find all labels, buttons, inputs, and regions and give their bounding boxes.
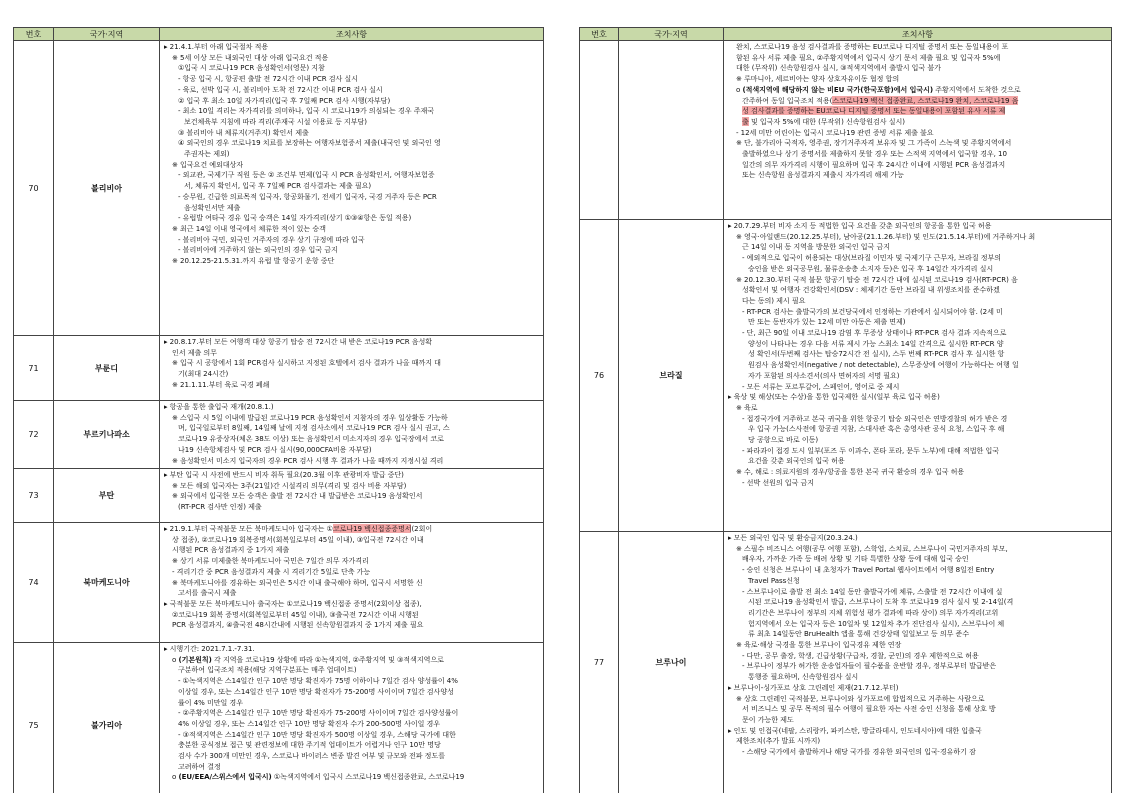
table-header-row [580, 28, 1112, 41]
measure-line: - 12세 미만 어린이는 입국시 코로나19 관련 증빙 서류 제출 불요 [736, 127, 934, 137]
measure-line: 시행된 PCR 음성결과지 중 1가지 제출 [172, 545, 290, 555]
measure-line: - 격리기간 중 PCR 음성결과지 제출 시 격리기간 5일로 단축 가능 [172, 566, 371, 576]
row-number: 70 [14, 41, 54, 336]
measure-line: - ①녹색지역은 스14일간 인구 10만 명당 확진자가 75명 이하이나 7일간 검사 양성률이 4% [178, 676, 458, 686]
measure-line: 또는 신속항원 음성결과지 제출시 자가격리 해제 가능 [742, 170, 904, 180]
entry-measures-table-right [579, 27, 1112, 793]
table-row [14, 41, 544, 336]
measure-line: - 예외적으로 입국이 허용되는 대상(브라질 이민자 및 국제기구 근무자, 브라질 정부의 [742, 253, 1002, 263]
measure-line: - 승인 신청은 브루나이 내 초청자가 Travel Portal 웹사이트에서 여행 8일전 Entry [742, 565, 995, 575]
measure-line: ※ 상기 서류 미제출한 북마케도니아 국민은 7일간 의무 자가격리 [172, 556, 369, 566]
measure-line: ※ 20.12.30.부터 국적 불문 항공기 탑승 전 72시간 내에 실시된 코로나19 검사(RT-PCR) 음 [736, 274, 1018, 284]
measure-text [160, 336, 544, 401]
measure-text [160, 41, 544, 336]
measure-line: 검사 수가 300개 미만인 경우, 스코로나 바이러스 변종 발견 여부 및 규모와 전파 정도를 [178, 751, 445, 761]
measure-line: - 육로, 선박 입국 시, 볼리비아 도착 전 72시간 이내 PCR 검사 실시 [178, 84, 383, 94]
measure-text [160, 523, 544, 643]
measure-line: 음성확인서만 제출 [184, 202, 241, 212]
measure-line: 률이 4% 미만일 경우 [178, 697, 243, 707]
measure-line: 이상일 경우, 또는 스14일간 인구 10만 명당 확진자가 75-200명 사이이며 7일간 검사양성 [178, 686, 454, 696]
measure-line: o (EU/EEA/스위스에서 입국시) ①녹색지역에서 입국시 스코로나19 백신접종완료, 스코로나19 [172, 772, 465, 782]
measure-line: 만 또는 동반자가 있는 12세 미만 아동은 제출 면제) [748, 317, 906, 327]
measure-line: - 브루나이 정부가 허가한 운송업자들이 필수품을 운반할 경우, 정부로부터 발급받은 [742, 661, 997, 671]
header-country: 국가·지역 [619, 28, 724, 41]
table-row [580, 220, 1112, 532]
measure-line: 자가 포함된 의사소견서(의사 면허자의 서명 필요) [748, 370, 900, 380]
measure-line: - 최소 10일 격리는 자가격리를 의미하나, 입국 시 코로나19가 의심되는 경우 주재국 [178, 106, 434, 116]
measure-line [728, 117, 1108, 128]
country-name: 부룬디 [54, 336, 160, 401]
table-row [14, 469, 544, 523]
measure-line: 제한조치(추가 발표 시까지) [736, 736, 821, 746]
measure-line: - ③적색지역은 스14일간 인구 10만 명당 확진자가 500명 이상일 경우, 스해당 국가에 대한 [178, 729, 456, 739]
bold-heading: (EU/EEA/스위스에서 입국시) [178, 772, 272, 782]
measure-line: ※ 단, 불가리아 국적자, 영주권, 장기거주자격 보유자 및 그 가족이 스녹색 및 주황지역에서 [736, 138, 1012, 148]
measure-line: o (적색지역에 해당하지 않는 비EU 국가(한국포함)에서 입국시) 주황지역에서 도착한 것으로 [736, 84, 1021, 94]
line-text: 간주하여 동일 입국조치 적용( [742, 95, 833, 105]
measure-line [728, 106, 1108, 117]
measure-line: 승인을 받은 외국공무원, 물류운송층 소지자 등)은 입국 후 14일간 자가격리 실시 [748, 263, 994, 273]
table-row [14, 643, 544, 793]
measure-line: ▸ 부탄 입국 시 사전에 반드시 비자 취득 필요(20.3월 이후 관광비자 발급 중단) [164, 470, 404, 479]
measure-line: ※ 스필수 비즈니스 여행(공무 여행 포함), 스학업, 스치료, 스브루나이 국민거주자의 부모, [736, 543, 1008, 553]
measure-line: 성확인서 및 여행자 건강확인서(DSV : 체제기간 동안 브라질 내 위생조치를 준수하겠 [742, 285, 1000, 295]
table-header-row [14, 28, 544, 41]
measure-text [724, 220, 1112, 532]
measure-line: ▸ 시행기간: 2021.7.1.-7.31. [164, 644, 255, 653]
measure-line: 대한 (무작위) 신속항원검사 실시, ③적색지역에서 출발시 입국 불가 [736, 63, 941, 73]
measure-line: ※ 21.1.11.부터 육로 국경 폐쇄 [172, 379, 270, 389]
row-number: 74 [14, 523, 54, 643]
measure-line: 함된 유사 서류 제출 필요, ②주황지역에서 입국시 상기 문서 제출 필요 및 입국자 5%에 [736, 52, 1001, 62]
measure-line: 류 최초 14일동안 BruHealth 앱을 통해 건강상태 일일보고 등 의무 준수 [748, 629, 970, 639]
measure-line: 리기간은 브루나이 정부의 지체 위험성 평가 결과에 따라 상이) 의무 자가격리(고위 [748, 607, 999, 617]
measure-line: 4% 이상일 경우, 또는 스14일간 인구 10만 명당 확진자 수가 200-500명 사이일 경우 [178, 718, 441, 728]
measure-line: ▸ 21.4.1.부터 아래 입국절차 적용 [164, 42, 269, 51]
measure-line: 성 확인서(두번째 검사는 탑승72시간 전 실시), 스두 번째 RT-PCR 검사 후 실시한 항 [748, 349, 1005, 359]
measure-text [160, 401, 544, 469]
measure-line: 당 공항으로 바로 이동) [748, 435, 819, 445]
measure-line: - 볼리비아 국민, 외국인 거주자의 경우 상기 규정에 따라 입국 [178, 234, 365, 244]
measure-line [164, 524, 540, 535]
measure-line: 고서를 출국시 제출 [178, 588, 237, 598]
measure-line: ※ 영국·아일랜드(20.12.25.부터), 남아공(21.1.26.부터) 및 인도(21.5.14.부터)에 거주하거나 최 [736, 231, 1036, 241]
measure-line: ▸ 인도 및 인접국(네팔, 스리랑카, 파키스탄, 방글라데시, 인도네시아)에 대한 입출국 [728, 725, 982, 735]
measure-line: - 항공 입국 시, 항공편 출발 전 72시간 이내 PCR 검사 실시 [178, 74, 358, 84]
measure-line: ※ 상호 그린레인 국적불문, 브루나이와 싱가포르에 합법적으로 거주하는 사람으로 [736, 693, 985, 703]
measure-line: 충분한 공식정보 접근 및 관련정보에 대한 주기적 업데이트가 어렵거나 인구 10만 명당 [178, 740, 441, 750]
highlighted-text: 출 [742, 116, 749, 126]
measure-line: ▸ 20.8.17.부터 모든 여행객 대상 항공기 탑승 전 72시간 내 받은 코로나19 PCR 음성확 [164, 337, 433, 346]
measure-line: ※ 20.12.25-21.5.31.까지 유럽 발 항공기 운항 중단 [172, 256, 335, 266]
measure-line: ▸ 육상 및 해상(또는 수상)을 통한 입국제한 실시(일부 육로 입국 허용) [728, 392, 940, 402]
highlighted-text: 코로나19 백신접종증명서 [332, 524, 412, 533]
measure-line: - 승무원, 긴급한 의료목적 입국자, 항공화물기, 전세기 입국자, 국경 거주자 등은 PCR [178, 191, 437, 201]
measure-line: ※ 수, 해로 : 의료지원의 경우/항공을 통한 본국 귀국 환승의 경우 입국 허용 [736, 467, 965, 477]
table-row [14, 401, 544, 469]
country-name [619, 41, 724, 220]
table-row [580, 532, 1112, 793]
measure-line: ③ 볼리비아 내 체류지(거주지) 확인서 제출 [178, 127, 309, 137]
measure-line: - RT-PCR 검사는 출발국가의 보건당국에서 인정하는 기관에서 실시되어야 함. (2세 미 [742, 306, 1003, 316]
left-table-column [13, 27, 544, 793]
measure-line: PCR 음성결과지, ④출국전 48시간내에 시행된 신속항원결과지 중 1가지 제출 필요 [172, 620, 424, 630]
measure-line: - 볼리비아에 거주하지 않는 외국인의 경우 입국 금지 [178, 245, 338, 255]
measure-line: 코로나19 유증상자(체온 38도 이상) 또는 음성확인서 미소지자의 경우 입국장에서 코로 [178, 434, 444, 444]
measure-line: 인서 제출 의무 [172, 347, 217, 357]
measure-text [724, 41, 1112, 220]
right-table-column [579, 27, 1112, 793]
measure-line: ①입국 시 코로나19 PCR 음성확인서(영문) 지참 [178, 63, 325, 73]
measure-line: 완치, 스코로나19 음성 검사결과를 증명하는 EU코로나 디지털 증명서 또는 동일내용이 포 [736, 42, 1009, 51]
measure-line: 며, 입국일로부터 8일째, 14일째 날에 지정 검사소에서 코로나19 PCR 검사 실시 권고, 스 [178, 423, 450, 433]
measure-line: ▸ 모든 외국인 입국 및 환승금지(20.3.24.) [728, 533, 858, 542]
table-row [14, 523, 544, 643]
measure-line: ▸ 국적불문 모든 북마케도니아 출국자는 ①코로나19 백신접종 증명서(2회이상 접종), [164, 598, 422, 608]
country-name: 브라질 [619, 220, 724, 532]
country-name: 북마케도니아 [54, 523, 160, 643]
country-name: 불가리아 [54, 643, 160, 793]
measure-line: ※ 육로 [736, 402, 758, 412]
measure-line: ※ 외국에서 입국한 모든 승객은 출발 전 72시간 내 발급받은 코로나19 음성확인서 [172, 491, 423, 501]
measure-line: 원검사 음성확인서(negative / not detectable), 스무증상에 여행이 가능하다는 여행 일 [748, 360, 1019, 370]
measure-line: ※ 5세 이상 모든 내외국인 대상 아래 입국요건 적용 [172, 52, 329, 62]
measure-line: 배우자, 가까운 가족 등 배려 상황 및 기타 특별한 상황 등에 대해 입국 승인 [742, 554, 969, 564]
header-measure: 조치사항 [160, 28, 544, 41]
measure-line: Travel Pass신청 [748, 575, 800, 585]
measure-line: - 다만, 공무 출장, 학생, 긴급상황(구급차, 경찰, 군인)의 경우 제한적으로 허용 [742, 650, 979, 660]
measure-line: - 스해당 국가에서 출발하거나 해당 국가를 경유한 외국인의 입국·경유하기 잠 [742, 747, 976, 757]
measure-line: 다는 동의) 제시 필요 [742, 295, 806, 305]
measure-line: - 접경국가에 거주하고 본국 귀국을 위한 항공기 탑승 외국인은 연방경찰의 허가 받은 경 [742, 413, 1008, 423]
country-name: 부탄 [54, 469, 160, 523]
measure-line: ② 입국 후 최소 10일 자가격리(입국 후 7일째 PCR 검사 시행(자부담) [178, 95, 391, 105]
measure-line: 문이 가능한 제도 [742, 714, 794, 724]
measure-text [724, 532, 1112, 793]
measure-line: 요건을 갖춘 외국인의 입국 허용 [748, 456, 845, 466]
country-name: 볼리비아 [54, 41, 160, 336]
measure-line: (RT-PCR 검사만 인정) 제출 [178, 502, 262, 512]
measure-line: - 모든 서류는 포르투갈어, 스페인어, 영어로 중 제시 [742, 381, 900, 391]
table-row [580, 41, 1112, 220]
measure-line: ④ 외국인의 경우 코로나19 치료를 보장하는 여행자보험증서 제출(내국인 및 외국인 영 [178, 138, 441, 148]
header-country: 국가·지역 [54, 28, 160, 41]
measure-line: ▸ 항공을 통한 출입국 재개(20.8.1.) [164, 402, 274, 411]
measure-line: - ②주황지역은 스14일간 인구 10만 명당 확진자가 75-200명 사이이며 7일간 검사양성률이 [178, 708, 459, 718]
measure-line: 보건체육부 지침에 따라 격리(주재국 시설 이용료 등 지부담) [184, 116, 367, 126]
line-text: 및 입국자 5%에 대한 (무작위) 신속항원검사 실시) [748, 116, 905, 126]
measure-line: ▸ 20.7.29.부터 비자 소지 등 적법한 입국 요건을 갖춘 외국인의 항공을 통한 입국 허용 [728, 221, 992, 230]
measure-line: ※ 최근 14일 이내 영국에서 체류한 적이 있는 승객 [172, 223, 326, 233]
country-name: 부르키나파소 [54, 401, 160, 469]
measure-line: 나19 신속항체검사 및 PCR 검사 실시(90,000CFA비용 자부담) [178, 444, 372, 454]
measure-line: - 외교관, 국제기구 직원 등은 ② 조건부 면제(입국 시 PCR 음성확인서, 여행자보험증 [178, 170, 435, 180]
measure-line: 출발하였으나 상기 증명서를 제출하지 못할 경우 또는 스적색 지역에서 입국할 경우, 10 [742, 149, 1007, 159]
entry-measures-table-left [13, 27, 544, 793]
measure-line: 통행증 필요하며, 신속항원검사 실시 [748, 672, 859, 682]
measure-line: - 유럽발 여타국 경유 입국 승객은 14일 자가격리(상기 ①③④항은 동일 적용) [178, 213, 412, 223]
measure-line: 구분하여 입국조치 적용(해당 지역구분표는 매주 업데이트) [178, 665, 357, 675]
row-number: 71 [14, 336, 54, 401]
measure-line: 서 비즈니스 및 공무 목적의 필수 여행이 필요한 자는 사전 승인 신청을 통해 상호 방 [742, 704, 996, 714]
row-number [580, 41, 619, 220]
measure-line: - 파라과이 접경 도시 일부(포즈 두 이과수, 폰타 포라, 문두 노부)에 대해 적법한 입국 [742, 445, 999, 455]
measure-text [160, 643, 544, 793]
measure-line: 양성이 나타나는 경우 다음 서류 제시 가능 스최소 14일 간격으로 실시한 RT-PCR 양 [748, 338, 1004, 348]
measure-line: 주권자는 제외) [184, 149, 230, 159]
bold-heading: (기본원칙) [178, 654, 212, 664]
measure-line: 일간의 의무 자가격리 시행이 필요하며 입국 후 24시간 이내에 시행된 PCR 음성결과지 [742, 159, 1006, 169]
row-number: 76 [580, 220, 619, 532]
measure-line [728, 96, 1108, 107]
measure-line: ※ 음성확인서 미소지 입국자의 경우 PCR 검사 시행 후 결과가 나올 때까지 지정시설 격리 [172, 455, 444, 465]
measure-line: ※ 스입국 시 5일 이내에 발급된 코로나19 PCR 음성확인서 지참자의 경우 일상활동 가능하 [172, 412, 448, 422]
measure-line: ※ 입국 시 공항에서 1회 PCR검사 실시하고 지정된 호텔에서 검사 결과가 나올 때까지 대 [172, 358, 441, 368]
row-number: 77 [580, 532, 619, 793]
measure-line: o (기본원칙) 각 지역을 코로나19 상황에 따라 ①녹색지역, ②주황지역 및 ③적색지역으로 [172, 654, 444, 664]
header-measure: 조치사항 [724, 28, 1112, 41]
table-row [14, 336, 544, 401]
country-name: 브루나이 [619, 532, 724, 793]
row-number: 72 [14, 401, 54, 469]
measure-line: 시된 코로나19 음성확인서 발급, 스브루나이 도착 후 코로나19 검사 실시 및 2-14일(격 [748, 597, 1014, 607]
measure-line: 험지역에서 오는 입국자 등은 10일차 및 12일차 추가 진단검사 실시), 스브루나이 체 [748, 618, 1005, 628]
measure-line: ※ 육로·해상 국경을 통한 브루나이 입국경유 제한 연장 [736, 640, 902, 650]
bold-heading: (적색지역에 해당하지 않는 비EU 국가(한국포함)에서 입국시) [742, 84, 934, 94]
measure-line: ※ 북마케도니아를 경유하는 외국인은 5시간 이내 출국해야 하며, 입국시 서명한 신 [172, 577, 423, 587]
measure-line: ※ 루마니아, 세르비아는 양자 상호자유이동 협정 합의 [736, 74, 900, 84]
line-text: (2회이 [411, 524, 433, 533]
measure-line: 기(최대 24시간) [178, 369, 229, 379]
measure-line: ▸ 브루나이-싱가포르 상호 그린레인 제재(21.7.12.부터) [728, 682, 899, 692]
header-number: 번호 [14, 28, 54, 41]
row-number: 75 [14, 643, 54, 793]
measure-text [160, 469, 544, 523]
highlighted-text: 성 검사결과를 증명하는 EU코로나 디지털 증명서 또는 동일내용이 포함된 유사 서류 제 [742, 106, 1006, 116]
highlighted-text: 스코로나19 백신 접종완료, 스코로나19 완치, 스코로나19 음 [832, 95, 1019, 105]
measure-line: 상 접종), ②코로나19 회복증명서(회복일로부터 45일 이내), ③입국전 72시간 이내 [172, 534, 424, 544]
measure-line: ②코로나19 회복 증명서(회복일로부터 45일 이내), ③출국전 72시간 이내 시행된 [172, 609, 419, 619]
measure-line: 우 입국 가능(스사전에 항공권 지참, 스대사관 혹은 총영사관 공식 요청, 스입국 후 해 [748, 424, 1005, 434]
measure-line: ※ 입국요건 예외대상자 [172, 159, 244, 169]
measure-line: - 스브루나이로 출발 전 최소 14일 동안 출발국가에 체류, 스출발 전 72시간 이내에 실 [742, 586, 1003, 596]
line-text: ▸ 21.9.1.부터 국적불문 모든 북마케도니아 입국자는 ① [164, 524, 333, 533]
row-number: 73 [14, 469, 54, 523]
measure-line: 근 14일 이내 동 지역을 방문한 외국인 입국 금지 [742, 242, 891, 252]
measure-line: 서, 체류지 확인서, 입국 후 7일째 PCR 검사결과는 제출 필요) [184, 181, 372, 191]
measure-line: - 단, 최근 90일 이내 코로나19 감염 후 무증상 상태이나 RT-PCR 검사 결과 지속적으로 [742, 328, 1007, 338]
measure-line: - 선박 선원의 입국 금지 [742, 477, 815, 487]
measure-line: ※ 모든 해외 입국자는 3주(21일)간 시설격리 의무(격리 및 검사 비용 자부담) [172, 480, 407, 490]
header-number: 번호 [580, 28, 619, 41]
measure-line: 고려하여 결정 [178, 761, 221, 771]
